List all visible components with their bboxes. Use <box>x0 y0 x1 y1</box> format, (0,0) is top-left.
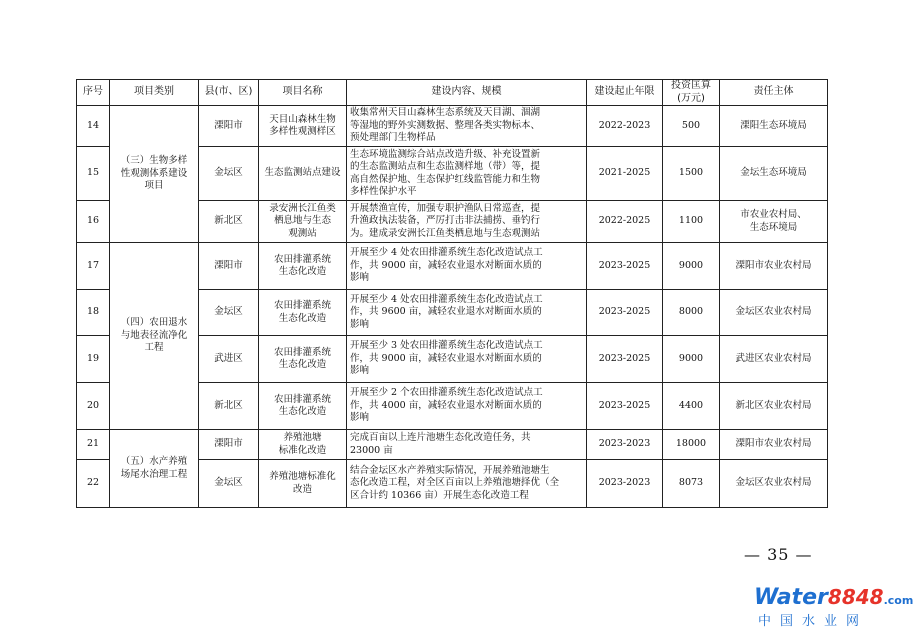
header-name: 项目名称 <box>259 80 347 106</box>
row-county: 新北区 <box>199 201 259 243</box>
row-years: 2022-2025 <box>587 201 663 243</box>
category-cell: （三）生物多样 性观测体系建设 项目 <box>110 106 199 243</box>
row-no: 21 <box>77 430 110 460</box>
header-row <box>77 80 828 106</box>
row-content: 开展禁渔宣传，加强专职护渔队日常巡查，提 升渔政执法装备，严厉打击非法捕捞、垂钓行 为。建成录安洲长江鱼类栖息地与生态观测站 <box>347 201 587 243</box>
row-county: 溧阳市 <box>199 243 259 290</box>
header-owner: 责任主体 <box>720 80 828 106</box>
row-owner: 新北区农业农村局 <box>720 383 828 430</box>
category-cell: （四）农田退水 与地表径流净化 工程 <box>110 243 199 430</box>
row-years: 2023-2025 <box>587 243 663 290</box>
row-years: 2023-2025 <box>587 336 663 383</box>
row-owner: 溧阳生态环境局 <box>720 106 828 147</box>
row-owner: 武进区农业农村局 <box>720 336 828 383</box>
row-county: 金坛区 <box>199 147 259 201</box>
row-no: 22 <box>77 460 110 508</box>
header-no: 序号 <box>77 80 110 106</box>
row-invest: 500 <box>663 106 720 147</box>
row-invest: 1500 <box>663 147 720 201</box>
row-name: 农田排灌系统 生态化改造 <box>259 290 347 336</box>
header-content: 建设内容、规模 <box>347 80 587 106</box>
row-county: 溧阳市 <box>199 106 259 147</box>
row-years: 2023-2025 <box>587 290 663 336</box>
row-content: 收集常州天目山森林生态系统及天目湖、涸湖 等湿地的野外实测数据、整理各类实物标本、 预处理部门生物样品 <box>347 106 587 147</box>
row-content: 完成百亩以上连片池塘生态化改造任务，共 23000 亩 <box>347 430 587 460</box>
row-county: 金坛区 <box>199 290 259 336</box>
row-county: 武进区 <box>199 336 259 383</box>
row-owner: 市农业农村局、 生态环境局 <box>720 201 828 243</box>
row-no: 20 <box>77 383 110 430</box>
header-category: 项目类别 <box>110 80 199 106</box>
row-invest: 1100 <box>663 201 720 243</box>
row-county: 新北区 <box>199 383 259 430</box>
header-invest: 投资匡算 (万元) <box>663 80 720 106</box>
row-content: 结合金坛区水产养殖实际情况，开展养殖池塘生 态化改造工程，对全区百亩以上养殖池塘择优（全 区合计约 10366 亩）开展生态化改造工程 <box>347 460 587 508</box>
row-owner: 金坛区农业农村局 <box>720 460 828 508</box>
row-years: 2023-2023 <box>587 430 663 460</box>
row-content: 开展至少 4 处农田排灌系统生态化改造试点工 作，共 9600 亩，减轻农业退水对断面水质的 影响 <box>347 290 587 336</box>
row-content: 生态环境监测综合站点改造升级、补充设置新 的生态监测站点和生态监测样地（带）等，提 高自然保护地、生态保护红线监管能力和生物 多样性保护水平 <box>347 147 587 201</box>
row-invest: 8073 <box>663 460 720 508</box>
logo-domain: .com <box>883 594 913 607</box>
row-name: 生态监测站点建设 <box>259 147 347 201</box>
page-number: — 35 — <box>744 545 813 564</box>
logo-word: Water <box>754 585 828 610</box>
row-no: 18 <box>77 290 110 336</box>
row-name: 农田排灌系统 生态化改造 <box>259 336 347 383</box>
row-name: 农田排灌系统 生态化改造 <box>259 383 347 430</box>
table-row <box>77 430 828 460</box>
row-invest: 9000 <box>663 336 720 383</box>
row-no: 14 <box>77 106 110 147</box>
row-name: 养殖池塘标准化 改造 <box>259 460 347 508</box>
header-years: 建设起止年限 <box>587 80 663 106</box>
row-name: 录安洲长江鱼类 栖息地与生态 观测站 <box>259 201 347 243</box>
row-years: 2021-2025 <box>587 147 663 201</box>
row-content: 开展至少 3 处农田排灌系统生态化改造试点工 作，共 9000 亩，减轻农业退水对断面水质的 影响 <box>347 336 587 383</box>
header-county: 县(市、区) <box>199 80 259 106</box>
row-invest: 9000 <box>663 243 720 290</box>
row-owner: 溧阳市农业农村局 <box>720 430 828 460</box>
row-no: 17 <box>77 243 110 290</box>
table-row <box>77 243 828 290</box>
row-invest: 4400 <box>663 383 720 430</box>
row-county: 金坛区 <box>199 460 259 508</box>
row-no: 16 <box>77 201 110 243</box>
row-no: 15 <box>77 147 110 201</box>
row-owner: 金坛生态环境局 <box>720 147 828 201</box>
row-years: 2023-2025 <box>587 383 663 430</box>
row-invest: 8000 <box>663 290 720 336</box>
row-no: 19 <box>77 336 110 383</box>
row-name: 养殖池塘 标准化改造 <box>259 430 347 460</box>
row-content: 开展至少 2 个农田排灌系统生态化改造试点工 作，共 4000 亩，减轻农业退水对断面水质的 影响 <box>347 383 587 430</box>
row-name: 农田排灌系统 生态化改造 <box>259 243 347 290</box>
row-owner: 溧阳市农业农村局 <box>720 243 828 290</box>
logo-wordmark <box>754 585 913 613</box>
logo-number: 8848 <box>827 585 884 609</box>
row-owner: 金坛区农业农村局 <box>720 290 828 336</box>
table-row <box>77 106 828 147</box>
row-years: 2022-2023 <box>587 106 663 147</box>
row-content: 开展至少 4 处农田排灌系统生态化改造试点工 作，共 9000 亩，减轻农业退水对断面水质的 影响 <box>347 243 587 290</box>
category-cell: （五）水产养殖 场尾水治理工程 <box>110 430 199 508</box>
row-county: 溧阳市 <box>199 430 259 460</box>
row-name: 天目山森林生物 多样性观测样区 <box>259 106 347 147</box>
row-invest: 18000 <box>663 430 720 460</box>
project-table <box>76 79 828 508</box>
logo-chinese: 中国水业网 <box>758 614 869 629</box>
row-years: 2023-2023 <box>587 460 663 508</box>
watermark-logo <box>754 585 913 631</box>
